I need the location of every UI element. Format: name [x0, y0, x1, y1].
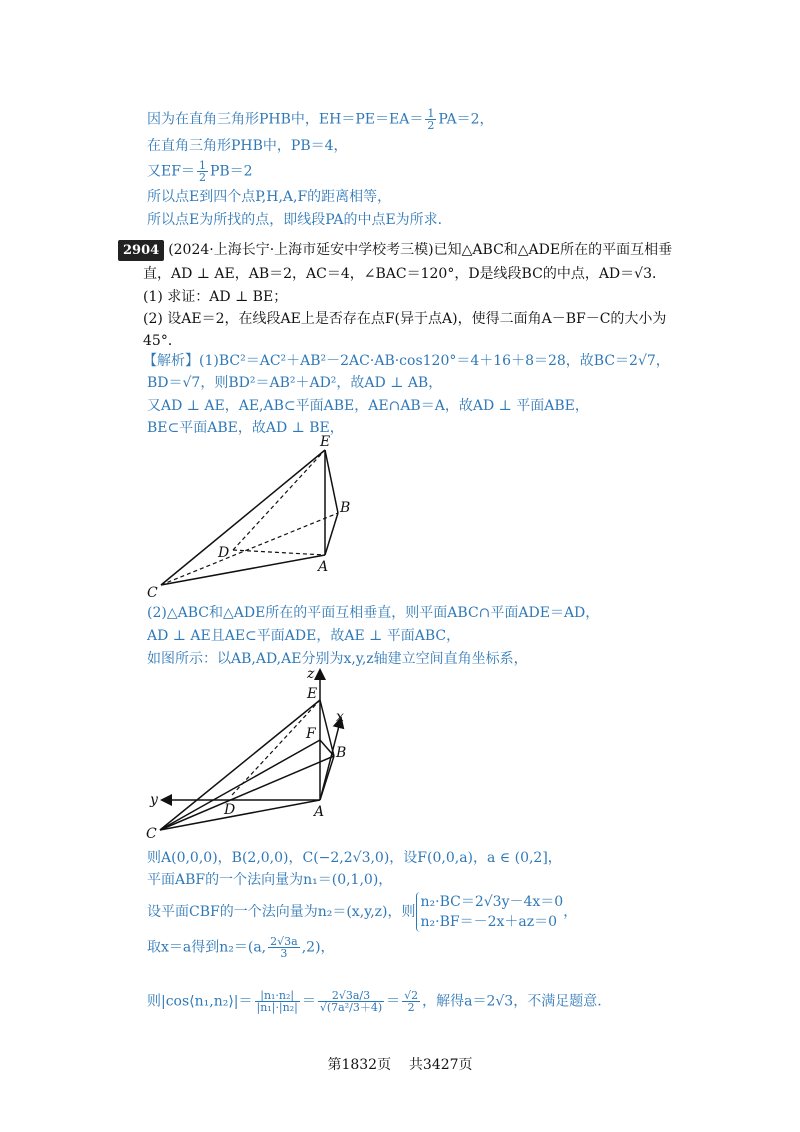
edge-CA [161, 555, 325, 585]
problem-question-2: (2) 设AE＝2，在线段AE上是否存在点F(异于点A)，使得二面角A－BF－C的大小为 [143, 311, 667, 327]
solution-line-1: 【解析】(1)BC²＝AC²＋AB²－2AC·AB·cos120°＝4＋16＋8＝28，故BC＝2√7， [143, 353, 670, 369]
solution-line-3: 又AD ⊥ AE，AE,AB⊂平面ABE，AE∩AB＝A，故AD ⊥ 平面ABE， [147, 398, 589, 414]
problem-question-2-cont: 45°． [143, 333, 182, 349]
label-A: A [314, 804, 325, 820]
proof-line-2: 在直角三角形PHB中，PB＝4， [147, 138, 348, 154]
solution-line-4: BE⊂平面ABE，故AD ⊥ BE， [147, 420, 344, 436]
fraction-cos-2: $\frac{2√3a/3}{\text{√(7a²/3＋4)}}$ [319, 989, 383, 1014]
label-F: F [306, 726, 316, 742]
edge-CE [160, 700, 320, 830]
label-B: B [336, 745, 347, 761]
edge-CB-hidden [161, 513, 338, 585]
solution-normal-1: 平面ABF的一个法向量为n₁＝(0,1,0)， [147, 872, 393, 888]
label-D: D [224, 802, 236, 818]
edge-DA-hidden [233, 550, 325, 555]
label-C: C [146, 826, 157, 842]
edge-CB [160, 756, 334, 830]
solution-line-6: AD ⊥ AE且AE⊂平面ADE，故AE ⊥ 平面ABC， [147, 628, 461, 644]
fraction-half: $\frac{1}{2}$ [198, 159, 206, 184]
edge-BA [325, 513, 338, 555]
geometry-figure-2 [140, 666, 370, 846]
solution-line-2: BD＝√7，则BD²＝AB²＋AD²，故AD ⊥ AB， [147, 375, 443, 391]
problem-line-1: 2904 (2024·上海长宁·上海市延安中学校考三模)已知△ABC和△ADE所在的平面互相垂 [118, 240, 672, 261]
solution-take: 取x＝a得到n₂＝(a, $\frac{2√3a}{3}$ ,2)， [147, 935, 335, 960]
problem-line-2: 直，AD ⊥ AE，AB＝2，AC＝4，∠BAC＝120°，D是线段BC的中点，AD＝√3． [143, 266, 666, 282]
edge-DE-hidden [233, 450, 325, 550]
label-B: B [340, 500, 351, 516]
edge-CA [160, 800, 320, 830]
solution-coords: 则A(0,0,0)，B(2,0,0)，C(−2,2√3,0)，设F(0,0,a)，a ∈ (0,2]， [147, 850, 562, 866]
edge-BA [320, 756, 334, 800]
proof-line-1: 因为在直角三角形PHB中，EH＝PE＝EA＝ $\frac{1}{2}$ PA＝2， [147, 107, 494, 132]
solution-normal-2: 设平面CBF的一个法向量为n₂＝(x,y,z)，则 n₂·BC＝2√3y－4x＝0 n₂·BF＝－2x＋az＝0 ， [147, 894, 578, 930]
page-footer [0, 1054, 800, 1074]
label-C: C [147, 585, 158, 601]
label-y: y [150, 792, 158, 808]
proof-line-3: 又EF＝ $\frac{1}{2}$ PB＝2 [147, 159, 253, 184]
proof-line-5: 所以点E为所找的点，即线段PA的中点E为所求． [147, 212, 452, 228]
page-total: 共3427页 [408, 1057, 473, 1073]
geometry-figure-1 [140, 430, 370, 602]
edge-CE [161, 450, 325, 585]
label-z: z [307, 666, 315, 682]
label-A: A [318, 559, 329, 575]
label-E: E [307, 686, 318, 702]
page-number: 第1832页 [327, 1057, 392, 1073]
fraction-cos-1: $\frac{\text{|n₁·n₂|}}{\text{|n₁|·|n₂|}}$ [256, 989, 298, 1014]
problem-question-1: (1) 求证：AD ⊥ BE； [143, 289, 288, 305]
equation-system: n₂·BC＝2√3y－4x＝0 n₂·BF＝－2x＋az＝0 [416, 892, 564, 932]
fraction-cos-3: $\frac{√2}{2}$ [404, 989, 419, 1014]
solution-line-5: (2)△ABC和△ADE所在的平面互相垂直，则平面ABC∩平面ADE＝AD， [147, 605, 600, 621]
proof-line-4: 所以点E到四个点P,H,A,F的距离相等， [147, 189, 392, 205]
edge-CF [160, 740, 320, 830]
label-D: D [218, 545, 230, 561]
solution-cos: 则|cos⟨n₁,n₂⟩|＝ $\frac{\text{|n₁·n₂|}}{\text{|n₁|·|n₂|}}$ ＝ $\frac{2√3a/3}{\text{√(7a²/3＋4)}}$ ＝ $\frac{√2}{2}$ ，解得a＝2√3，不满足题意. [147, 989, 602, 1014]
problem-number-badge: 2904 [118, 240, 164, 261]
edge-EB [325, 450, 338, 513]
label-E: E [320, 434, 331, 450]
label-x: x [336, 709, 344, 725]
solution-line-7: 如图所示：以AB,AD,AE分别为x,y,z轴建立空间直角坐标系， [147, 651, 528, 667]
fraction-half: $\frac{1}{2}$ [427, 107, 435, 132]
fraction-2root3a-over-3: $\frac{2√3a}{3}$ [270, 935, 298, 960]
